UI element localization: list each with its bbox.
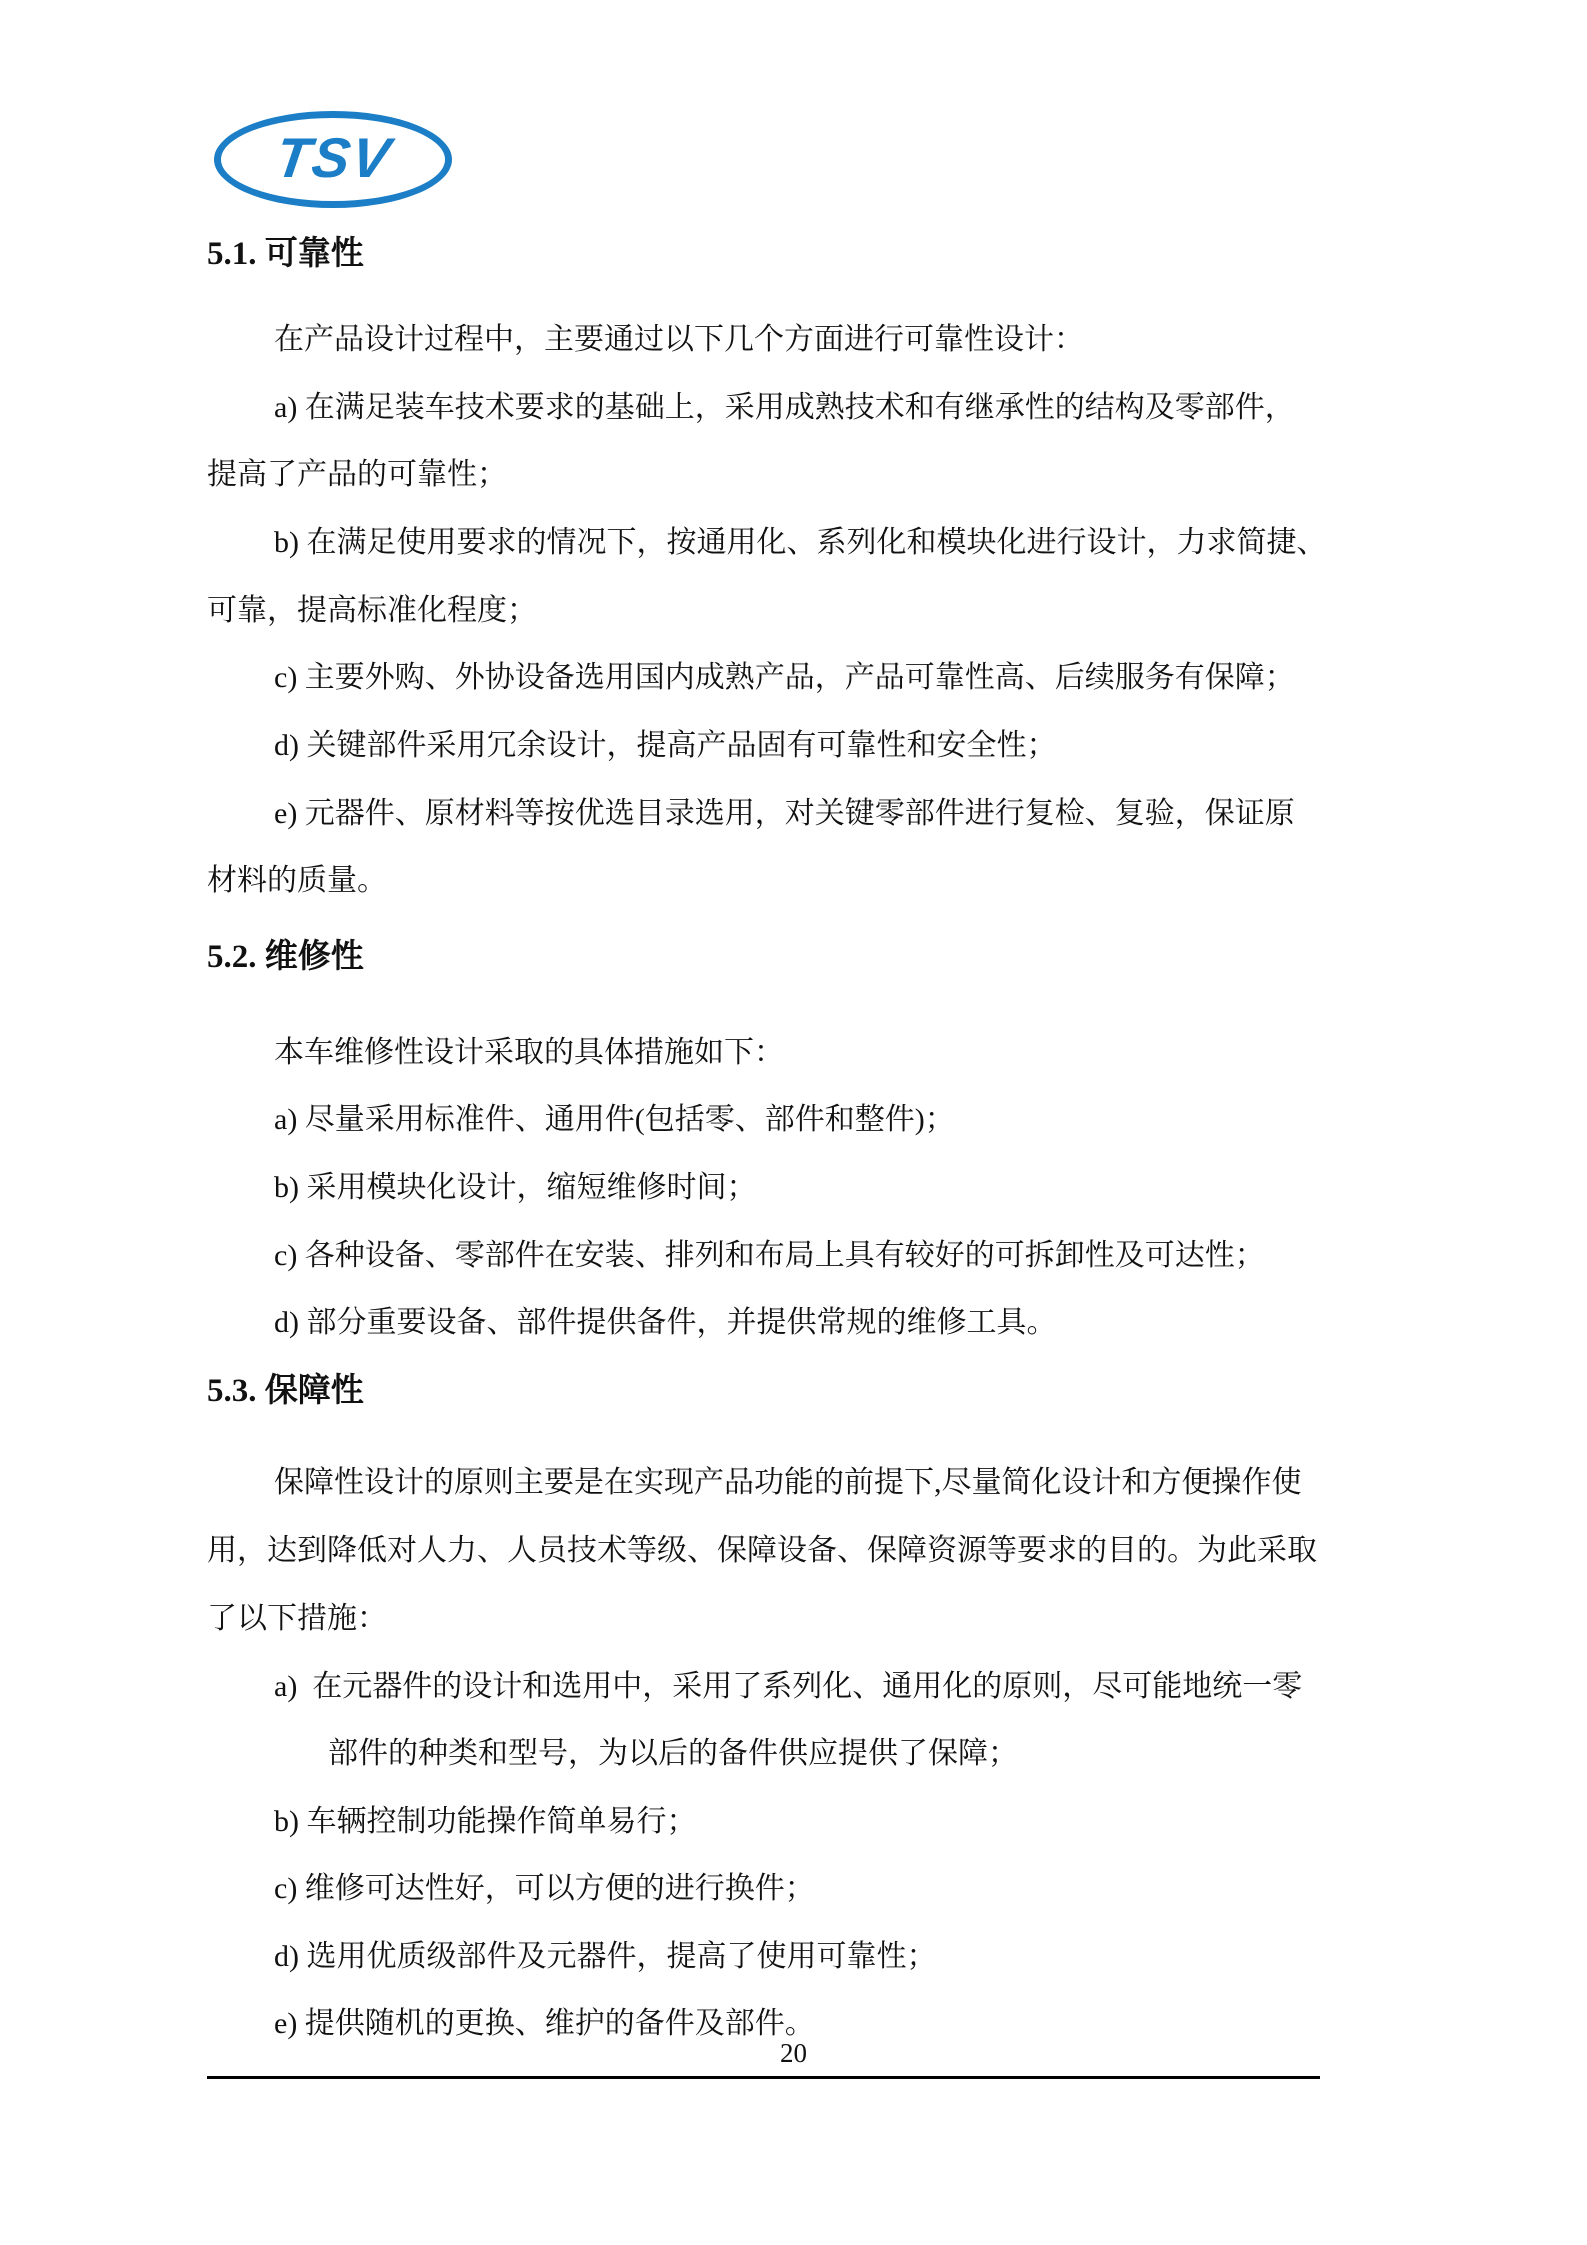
- tsv-logo: [214, 111, 452, 208]
- section-heading: 5.1. 可靠性: [207, 236, 364, 272]
- page-number: 20: [780, 2038, 807, 2068]
- text-line: 保障性设计的原则主要是在实现产品功能的前提下,尽量简化设计和方便操作使: [274, 1466, 1302, 1499]
- footer-divider: [207, 2076, 1320, 2079]
- text-line: 在产品设计过程中，主要通过以下几个方面进行可靠性设计：: [274, 323, 1084, 356]
- text-line: c) 维修可达性好，可以方便的进行换件；: [274, 1872, 815, 1905]
- text-line: d) 部分重要设备、部件提供备件，并提供常规的维修工具。: [274, 1306, 1057, 1339]
- text-line: c) 主要外购、外协设备选用国内成熟产品，产品可靠性高、后续服务有保障；: [274, 661, 1295, 694]
- tsv-logo-text: TSV: [271, 125, 396, 189]
- text-line: b) 在满足使用要求的情况下，按通用化、系列化和模块化进行设计，力求简捷、: [274, 526, 1327, 559]
- section-heading: 5.3. 保障性: [207, 1373, 364, 1409]
- text-line: e) 元器件、原材料等按优选目录选用，对关键零部件进行复检、复验，保证原: [274, 797, 1295, 830]
- text-line: 本车维修性设计采取的具体措施如下：: [274, 1036, 784, 1069]
- text-line: b) 车辆控制功能操作简单易行；: [274, 1805, 697, 1838]
- text-line: e) 提供随机的更换、维护的备件及部件。: [274, 2007, 815, 2040]
- text-line: 可靠，提高标准化程度；: [207, 594, 537, 627]
- section-heading: 5.2. 维修性: [207, 939, 364, 975]
- text-line: 了以下措施：: [207, 1602, 387, 1635]
- text-line: a) 在满足装车技术要求的基础上，采用成熟技术和有继承性的结构及零部件，: [274, 391, 1295, 424]
- text-line: b) 采用模块化设计，缩短维修时间；: [274, 1171, 757, 1204]
- text-line: 材料的质量。: [207, 864, 387, 897]
- text-line: d) 选用优质级部件及元器件，提高了使用可靠性；: [274, 1940, 937, 1973]
- text-line: 提高了产品的可靠性；: [207, 458, 507, 491]
- text-line: a) 在元器件的设计和选用中，采用了系列化、通用化的原则，尽可能地统一零: [274, 1670, 1303, 1703]
- text-line: a) 尽量采用标准件、通用件(包括零、部件和整件)；: [274, 1103, 955, 1136]
- text-line: d) 关键部件采用冗余设计，提高产品固有可靠性和安全性；: [274, 729, 1057, 762]
- text-line: 部件的种类和型号，为以后的备件供应提供了保障；: [328, 1737, 1018, 1770]
- text-line: c) 各种设备、零部件在安装、排列和布局上具有较好的可拆卸性及可达性；: [274, 1239, 1265, 1272]
- text-line: 用，达到降低对人力、人员技术等级、保障设备、保障资源等要求的目的。为此采取: [207, 1534, 1317, 1567]
